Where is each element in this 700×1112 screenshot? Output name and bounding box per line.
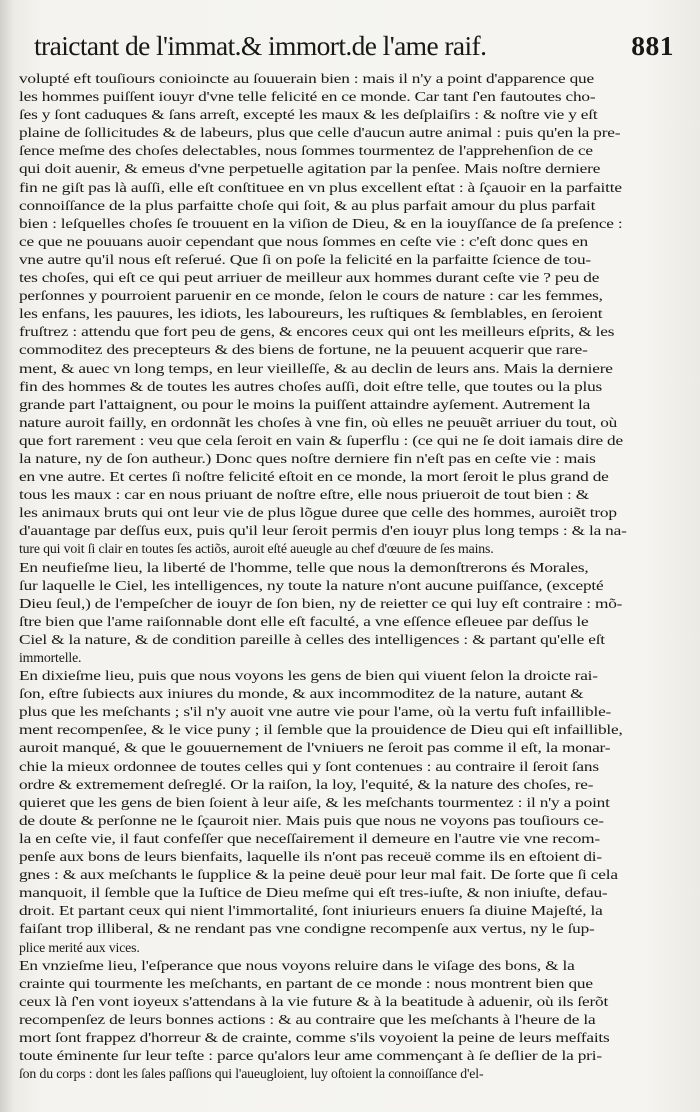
text-line: perſonnes y pourroient paruenir en ce monde, ſelon le cours de nature : car les femmes, xyxy=(19,288,603,304)
text-line: d'auantage par deſſus eux, puis qu'il leur ſeroit permis d'en iouyr plus long temps : & la na- xyxy=(19,523,627,539)
text-line: vne autre qu'il nous eſt reſerué. Que ſi on poſe la felicité en la parfaitte ſcience de tou- xyxy=(19,251,591,267)
text-line: Dieu ſeul,) de l'empeſcher de iouyr de ſon bien, ny de reietter ce qui luy eſt contraire : mõ- xyxy=(19,595,623,611)
paragraph xyxy=(19,957,610,1084)
text-line: Ciel & la nature, & de condition pareille à celles des intelligences : & partant qu'elle eſt xyxy=(19,631,605,647)
page-number: 881 xyxy=(631,30,674,61)
text-line: crainte qui tourmente les meſchants, en partant de ce monde : nous montrent bien que xyxy=(19,975,593,991)
text-line: tes choſes, qui eſt ce qui peut arriuer de meilleur aux hommes durant ceſte vie ? peu de xyxy=(19,270,600,286)
text-line: ment recompenſee, & le vice puny ; il ſemble que la prouidence de Dieu qui eſt infaillible, xyxy=(19,722,623,738)
text-line: ſes y ſont caduques & ſans arreſt, excepté les maux & les deſplaiſirs : & noſtre vie y eſt xyxy=(19,107,598,123)
text-line: penſe aux bons de leurs bienfaits, laquelle ils n'ont pas receuë comme ils en eſtoient di- xyxy=(19,849,602,865)
text-line: auroit manqué, & que le gouuernement de l'vniuers ne ſeroit pas comme il eſt, la monar- xyxy=(19,740,611,756)
text-line: les hommes puiſſent iouyr d'vne telle felicité en ce monde. Car tant ſ'en fautoutes cho- xyxy=(19,89,596,105)
text-line: ceux là ſ'en vont ioyeux s'attendans à la vie future & à la beatitude à aduenir, où ils ſerõt xyxy=(19,993,609,1009)
text-line: ment, & auec vn long temps, en leur vieilleſſe, & au declin de leurs ans. Mais la derniere xyxy=(19,360,613,376)
text-line: En vnzieſme lieu, l'eſperance que nous voyons reluire dans le viſage des bons, & la xyxy=(19,957,575,973)
text-line: en vne autre. Et certes ſi noſtre felicité eſtoit en ce monde, la mort ſeroit le plus grand de xyxy=(19,469,609,485)
text-line: qui doit auenir, & emeus d'vne perpetuelle agitation par la penſee. Mais noſtre derniere xyxy=(19,161,601,177)
text-line: toute éminente ſur leur teſte : parce qu'alors leur ame commençant à ſe deſlier de la pri- xyxy=(19,1048,602,1064)
text-line: immortelle. xyxy=(19,650,82,665)
text-line: volupté eft touſiours conioincte au ſouuerain bien : mais il n'y a point d'apparence que xyxy=(19,71,594,86)
text-line: chie la mieux ordonnee de toutes celles qui y ſont contenues : au contraire il ſeroit ſans xyxy=(19,758,599,774)
text-line: ordre & extremement deſreglé. Or la raiſon, la loy, l'equité, & la nature des choſes, re- xyxy=(19,776,594,792)
paragraph xyxy=(19,667,623,957)
text-line: mort ſont frappez d'horreur & de crainte, comme s'ils voyoient la peine de leurs meſfaits xyxy=(19,1029,610,1045)
text-line: ture qui voit ſi clair en toutes ſes actiõs, auroit eſté aueugle au chef d'œuure de ſes mains. xyxy=(19,541,494,557)
text-line: faiſant trop illiberal, & ne rendant pas vne condigne recompenſe aux vertus, ny le ſup- xyxy=(19,921,595,937)
paragraph xyxy=(19,559,623,668)
text-line: commoditez des precepteurs & des biens de fortune, ne la peuuent acquerir que rare- xyxy=(19,342,588,358)
text-line: En dixieſme lieu, puis que nous voyons les gens de bien qui viuent ſelon la droicte rai- xyxy=(19,668,598,684)
text-line: recompenſez de leurs bonnes actions : & au contraire que les meſchants à l'heure de la xyxy=(19,1011,596,1027)
text-body xyxy=(19,70,627,1083)
running-title: traictant de l'immat.& immort.de l'ame raif. xyxy=(34,30,487,61)
text-line: la nature, ny de ſon autheur.) Donc ques noſtre derniere fin n'eſt pas en ceſte vie : mais xyxy=(19,450,596,466)
text-line: connoiſſance de la plus parfaitte choſe qui ſoit, & au plus parfait amour du plus parfait xyxy=(19,197,596,213)
text-line: En neufieſme lieu, la liberté de l'homme, telle que nous la demonſtrerons és Morales, xyxy=(19,559,589,575)
text-line: plus que les meſchants ; s'il n'y auoit vne autre vie pour l'ame, où la vertu fuſt infaillible- xyxy=(19,704,612,720)
text-line: manquoit, il ſemble que la Iuſtice de Dieu meſme qui eſt tres-iuſte, & non iniuſte, defau- xyxy=(19,885,608,901)
text-line: ſence meſme des choſes delectables, nous ſommes tourmentez de l'apprehenſion de ce xyxy=(19,143,593,159)
text-line: ſon du corps : dont les ſales paſſions qui l'aueugloient, luy oſtoient la connoiſſance d'el- xyxy=(19,1066,484,1082)
text-line: la en ceſte vie, il faut confeſſer que neceſſairement il demeure en l'autre vie vne recom- xyxy=(19,830,600,846)
text-line: droit. Et partant ceux qui nient l'immortalité, ſont iniurieurs enuers ſa diuine Majeſté, la xyxy=(19,903,603,919)
text-line: ſtre bien que l'ame raiſonnable dont elle eſt faculté, a vne eſſence eſleuee par deſſus le xyxy=(19,613,589,629)
text-line: les enfans, les pauures, les idiots, les laboureurs, les ruſtiques & ſemblables, en ſeroient xyxy=(19,306,603,322)
text-line: plaine de ſollicitudes & de labeurs, plus que celle d'aucun autre animal : puis qu'en la pre- xyxy=(19,125,621,141)
text-line: bien : leſquelles choſes ſe trouuent en la viſion de Dieu, & en la iouyſſance de ſa preſence : xyxy=(19,215,623,231)
text-line: de doute & perſonne ne le ſçauroit nier. Mais puis que nous ne voyons pas touſiours ce- xyxy=(19,812,604,828)
text-line: fin des hommes & de toutes les autres choſes auſſi, doit eſtre telle, que toutes ou la plus xyxy=(19,378,603,394)
text-line: fruſtrez : attendu que fort peu de gens, & encores ceux qui ont les meilleurs eſprits, & les xyxy=(19,324,615,340)
text-line: ce que ne pouuans auoir cependant que nous ſommes en ceſte vie : c'eſt donc ques en xyxy=(19,233,588,249)
text-line: tous les maux : car en nous priuant de noſtre eſtre, elle nous priueroit de tout bien : & xyxy=(19,487,590,503)
text-line: nature auroit failly, en ordonnãt les choſes à vne fin, où elles ne peuuẽt arriuer du tout, où xyxy=(19,414,618,430)
page-header xyxy=(34,30,674,64)
text-line: les animaux bruts qui ont leur vie de plus lõgue duree que celle des hommes, auroiẽt trop xyxy=(19,505,617,521)
text-line: ſur laquelle le Ciel, les intelligences, ny toute la nature n'ont aucune puiſſance, (excepté xyxy=(19,577,604,593)
text-line: gnes : & aux meſchants le ſupplice & la peine deuë pour leur mal fait. De ſorte que ſi cela xyxy=(19,867,618,883)
text-line: fin ne giſt pas là auſſi, elle eſt conſtituee en vn plus excellent eſtat : à ſçauoir en la parfaitte xyxy=(19,179,622,195)
text-line: que fort rarement : veu que cela ſeroit en vain & ſuperflu : (ce qui ne ſe doit iamais dire de xyxy=(19,432,623,448)
paragraph xyxy=(19,70,627,559)
text-line: ſon, eſtre ſubiects aux iniures du monde, & aux incommoditez de la nature, autant & xyxy=(19,686,584,702)
gutter-shadow xyxy=(0,0,14,1112)
text-line: plice merité aux vices. xyxy=(19,939,140,955)
text-line: grande part l'attaignent, ou pour le moins la puiſſent attaindre ayſement. Autrement la xyxy=(19,396,591,412)
text-line: quieret que les gens de bien ſoient à leur aiſe, & les meſchants tourmentez : il n'y a point xyxy=(19,794,610,810)
